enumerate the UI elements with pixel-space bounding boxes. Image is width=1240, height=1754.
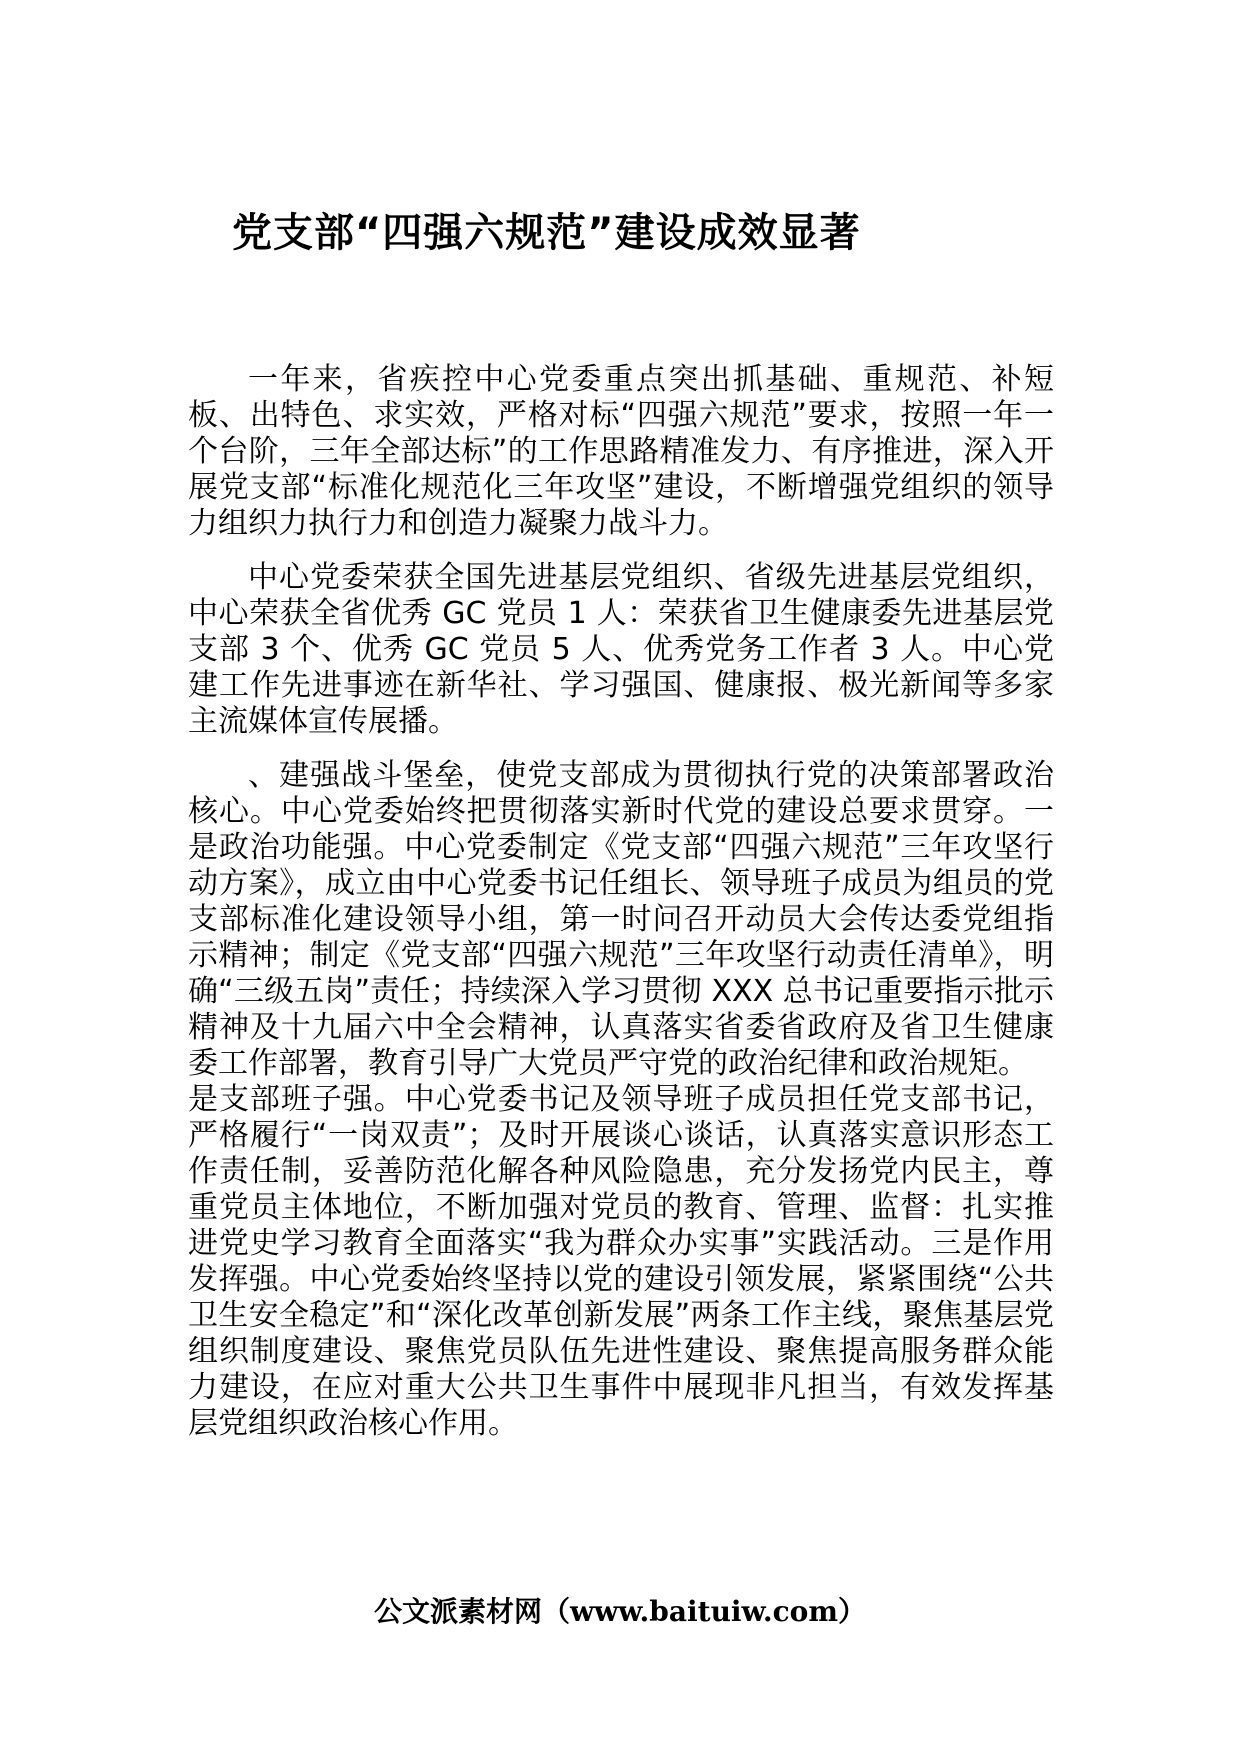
footer-watermark: 公文派素材网（www.baituiw.com） [374, 1595, 866, 1628]
paragraph-honors: 中心党委荣获全国先进基层党组织、省级先进基层党组织，中心荣获全省优秀 GC 党员 1 人：荣获省卫生健康委先进基层党支部 3 个、优秀 GC 党员 5 人、优秀党务工作者 3 人。中心党建工作先进事迹在新华社、学习强国、健康报、极光新闻等多家主流媒体宣传展播。 [188, 560, 1054, 739]
paragraph-branch: 是支部班子强。中心党委书记及领导班子成员担任党支部书记，严格履行“一岗双责”；及时开展谈心谈话，认真落实意识形态工作责任制，妥善防范化解各种风险隐患，充分发扬党内民主，尊重党员主体地位，不断加强对党员的教育、管理、监督：扎实推进党史学习教育全面落实“我为群众办实事”实践活动。三是作用发挥强。中心党委始终坚持以党的建设引领发展，紧紧围绕“公共卫生安全稳定”和“深化改革创新发展”两条工作主线，聚焦基层党组织制度建设、聚焦党员队伍先进性建设、聚焦提高服务群众能力建设，在应对重大公共卫生事件中展现非凡担当，有效发挥基层党组织政治核心作用。 [188, 1082, 1054, 1441]
paragraph-fortress: 、建强战斗堡垒，使党支部成为贯彻执行党的决策部署政治核心。中心党委始终把贯彻落实新时代党的建设总要求贯穿。一是政治功能强。中心党委制定《党支部“四强六规范”三年攻坚行动方案》，成立由中心党委书记任组长、领导班子成员为组员的党支部标准化建设领导小组，第一时问召开动员大会传达委党组指示精神；制定《党支部“四强六规范”三年攻坚行动责任清单》，明确“三级五岗”责任；持续深入学习贯彻 XXX 总书记重要指示批示精神及十九届六中全会精神，认真落实省委省政府及省卫生健康委工作部署，教育引导广大党员严守党的政治纪律和政治规矩。 [188, 758, 1054, 1081]
document-body [188, 362, 1054, 1442]
page-title: 党支部“四强六规范”建设成效显著 [232, 210, 861, 256]
paragraph-intro: 一年来，省疾控中心党委重点突出抓基础、重规范、补短板、出特色、求实效，严格对标“四强六规范”要求，按照一年一个台阶，三年全部达标”的工作思路精准发力、有序推进，深入开展党支部“标准化规范化三年攻坚”建设，不断增强党组织的领导力组织力执行力和创造力凝聚力战斗力。 [188, 362, 1054, 541]
